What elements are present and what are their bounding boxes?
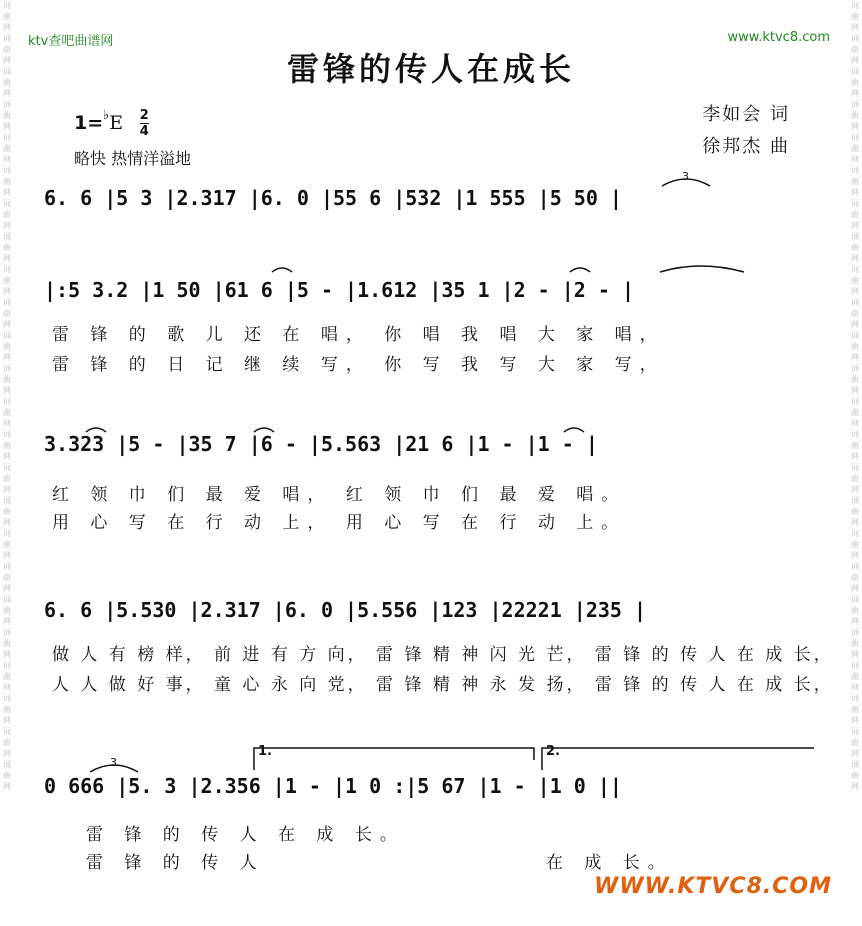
lyric-row-4-verse-2: 人 人 做 好 事， 童 心 永 向 党， 雷 锋 精 神 永 发 扬， 雷 锋 的 传 人 在 成 长， xyxy=(52,675,834,695)
lyric-row-5-verse-1: 雷 锋 的 传 人 在 成 长。 xyxy=(86,825,405,845)
triplet-mark-row-5: 3 xyxy=(110,756,117,769)
second-ending-bracket xyxy=(542,748,814,770)
slur-row-3-c xyxy=(564,428,584,432)
key-letter: E xyxy=(109,112,124,134)
composer-credit: 徐邦杰 曲 xyxy=(702,136,790,157)
footer-site-logo: WWW.KTVC8.COM xyxy=(594,874,832,899)
slur-row-2-a xyxy=(272,268,292,272)
song-title: 雷锋的传人在成长 xyxy=(286,50,575,88)
second-ending-label: 2. xyxy=(546,744,560,759)
side-watermark-left: 词曲网词曲网词曲网词曲网词曲网词曲网词曲网词曲网词曲网词曲网词曲网词曲网词曲网词曲网词曲网词曲网词曲网词曲网词曲网词曲网词曲网词曲网词曲网词曲网 xyxy=(3,1,11,791)
lyric-row-5-verse-2: 雷 锋 的 传 人 xyxy=(86,853,265,873)
tempo-marking: 略快 热情洋溢地 xyxy=(74,149,192,168)
lyric-row-2-verse-2: 雷 锋 的 日 记 继 续 写， 你 写 我 写 大 家 写， xyxy=(52,355,665,375)
tie-row-2 xyxy=(660,266,744,272)
lyric-row-3-verse-2: 用 心 写 在 行 动 上， 用 心 写 在 行 动 上。 xyxy=(52,513,627,533)
key-prefix: 1= xyxy=(74,112,104,134)
lyricist-credit: 李如会 词 xyxy=(702,104,790,125)
staff-row-1: 6. 6 |5 3 |2.317 |6. 0 |55 6 |532 |1 555 |5 50 | xyxy=(44,186,622,210)
first-ending-label: 1. xyxy=(258,744,272,759)
side-watermark-right: 词曲网词曲网词曲网词曲网词曲网词曲网词曲网词曲网词曲网词曲网词曲网词曲网词曲网词曲网词曲网词曲网词曲网词曲网词曲网词曲网词曲网词曲网词曲网词曲网 xyxy=(851,1,859,791)
staff-row-5: 0 666 |5. 3 |2.356 |1 - |1 0 :|5 67 |1 - |1 0 || xyxy=(44,774,622,798)
slur-row-3-a xyxy=(86,428,106,432)
lyric-row-3-verse-1: 红 领 巾 们 最 爱 唱， 红 领 巾 们 最 爱 唱。 xyxy=(52,485,627,505)
staff-row-3: 3.323 |5 - |35 7 |6 - |5.563 |21 6 |1 - |1 - | xyxy=(44,432,598,456)
staff-row-4: 6. 6 |5.530 |2.317 |6. 0 |5.556 |123 |22221 |235 | xyxy=(44,598,647,622)
triplet-mark-row-1: 3 xyxy=(682,170,689,183)
lyric-row-4-verse-1: 做 人 有 榜 样， 前 进 有 方 向， 雷 锋 精 神 闪 光 芒， 雷 锋 的 传 人 在 成 长， xyxy=(52,645,834,665)
staff-row-2: |:5 3.2 |1 50 |61 6 |5 - |1.612 |35 1 |2 - |2 - | xyxy=(44,278,635,302)
meter-bottom: 4 xyxy=(139,124,149,139)
site-name-watermark: ktv查吧曲谱网 xyxy=(28,34,114,49)
lyric-row-5-verse-2-end: 在 成 长。 xyxy=(546,853,673,873)
slur-row-3-b xyxy=(254,428,274,432)
lyric-row-2-verse-1: 雷 锋 的 歌 儿 还 在 唱， 你 唱 我 唱 大 家 唱， xyxy=(52,325,665,345)
first-ending-bracket xyxy=(254,748,534,770)
meter-top: 2 xyxy=(139,108,149,123)
site-url-watermark: www.ktvc8.com xyxy=(727,30,830,45)
slur-row-2-b xyxy=(570,268,590,272)
flat-sign: ♭ xyxy=(103,108,110,123)
